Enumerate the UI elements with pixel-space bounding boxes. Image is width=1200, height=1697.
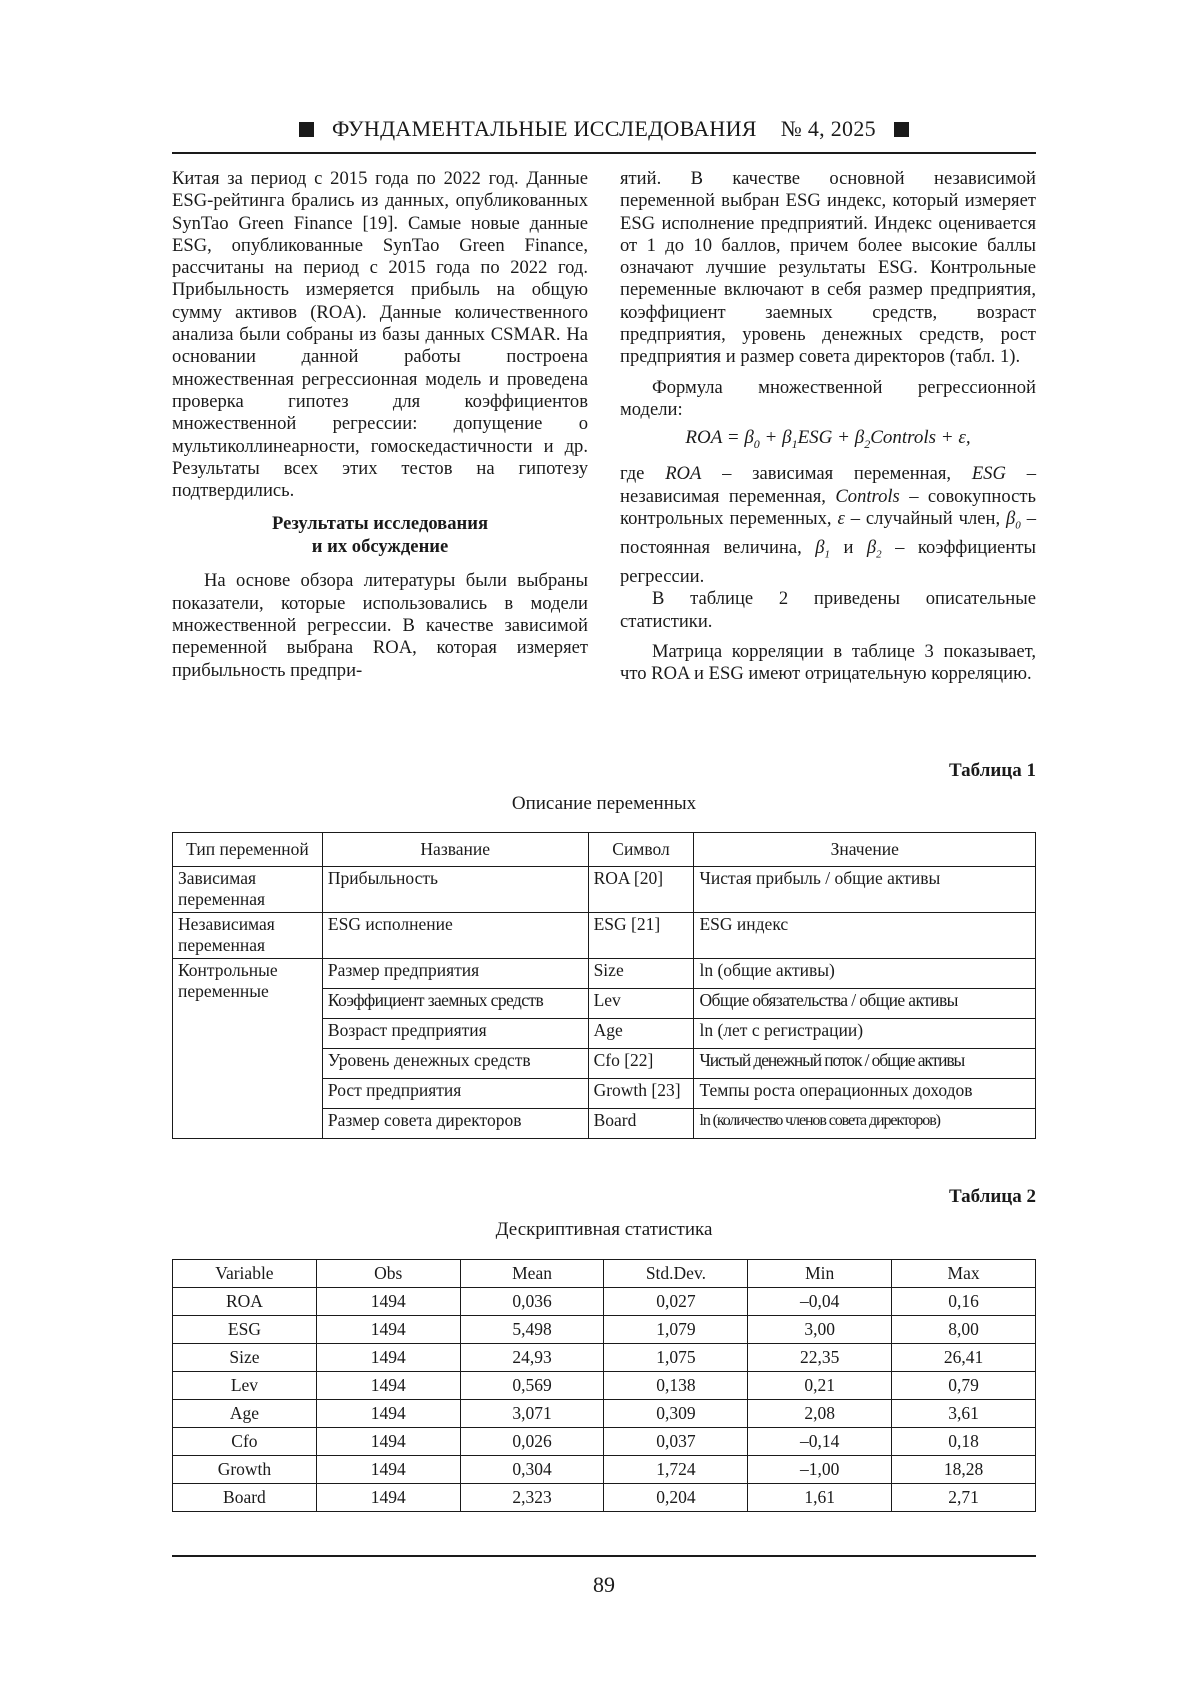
table-cell: 1494 (316, 1428, 460, 1456)
table-header-cell: Тип переменной (173, 833, 323, 867)
table2-descriptive-stats (172, 1259, 1036, 1512)
table-cell: ESG исполнение (322, 913, 588, 959)
right-paragraph-5: Матрица корреляции в таблице 3 показывает, что ROA и ESG имеют отрицательную корреляцию. (620, 640, 1036, 685)
table-header-cell: Символ (588, 833, 694, 867)
table-cell: ln (общие активы) (694, 959, 1036, 989)
table-cell: Growth (173, 1456, 317, 1484)
table-cell: Рост предприятия (322, 1079, 588, 1109)
table-cell: –1,00 (748, 1456, 892, 1484)
table-cell: 3,071 (460, 1400, 604, 1428)
table-cell: Growth [23] (588, 1079, 694, 1109)
right-column (620, 168, 1036, 685)
table-cell: Контрольные переменные (173, 959, 323, 1139)
table-cell: 1,075 (604, 1344, 748, 1372)
table-cell: 26,41 (892, 1344, 1036, 1372)
table-header-cell: Название (322, 833, 588, 867)
table1-caption: Описание переменных (511, 793, 697, 814)
regression-formula: ROA = $\beta_0 + \beta_1ESG$ + $\beta_2Controls + \varepsilon$, (685, 427, 971, 452)
table2-caption: Дескриптивная статистика (495, 1219, 713, 1240)
table-cell: 1494 (316, 1316, 460, 1344)
table-cell: 0,027 (604, 1288, 748, 1316)
table-cell: 5,498 (460, 1316, 604, 1344)
table-header-row (173, 1260, 1036, 1288)
table-cell: Size (588, 959, 694, 989)
table-row (173, 1428, 1036, 1456)
table-cell: 0,18 (892, 1428, 1036, 1456)
footer-rule (172, 1555, 1036, 1557)
square-bullet-icon (894, 122, 909, 137)
table-cell: Уровень денежных средств (322, 1049, 588, 1079)
section-title-line-2: и их обсуждение (311, 536, 449, 558)
table-cell: ESG [21] (588, 913, 694, 959)
table-row (173, 1400, 1036, 1428)
table-cell: Board (588, 1109, 694, 1139)
table-cell: 0,304 (460, 1456, 604, 1484)
table-header-cell: Значение (694, 833, 1036, 867)
table-row (173, 1316, 1036, 1344)
table-cell: 3,61 (892, 1400, 1036, 1428)
table-cell: Размер предприятия (322, 959, 588, 989)
table-cell: 0,138 (604, 1372, 748, 1400)
table-cell: 18,28 (892, 1456, 1036, 1484)
table-row (173, 1288, 1036, 1316)
table-cell: 1,724 (604, 1456, 748, 1484)
table-row (173, 1484, 1036, 1512)
table-cell: 0,569 (460, 1372, 604, 1400)
table-cell: 1494 (316, 1456, 460, 1484)
table-cell: 1494 (316, 1288, 460, 1316)
journal-title: ФУНДАМЕНТАЛЬНЫЕ ИССЛЕДОВАНИЯ (332, 116, 757, 141)
right-paragraph-3: где ROA – зависимая переменная, ESG – независимая переменная, Controls – совокупность контрольных переменных, ε – случайный член, $\beta_0$ – постоянная величина, $\beta_1$ и $\beta_2$ – коэффициенты регрессии. (620, 463, 1036, 587)
table-cell: –0,04 (748, 1288, 892, 1316)
table-header-cell: Min (748, 1260, 892, 1288)
table-cell: Age (588, 1019, 694, 1049)
table-cell: 2,08 (748, 1400, 892, 1428)
table-header-cell: Obs (316, 1260, 460, 1288)
table-row (173, 1456, 1036, 1484)
table-cell: 0,79 (892, 1372, 1036, 1400)
table-cell: Age (173, 1400, 317, 1428)
header-rule (172, 152, 1036, 154)
table-cell: 22,35 (748, 1344, 892, 1372)
table-cell: 3,00 (748, 1316, 892, 1344)
table-cell: ROA (173, 1288, 317, 1316)
table-cell: Cfo [22] (588, 1049, 694, 1079)
table-cell: 1,079 (604, 1316, 748, 1344)
table-cell: Темпы роста операционных доходов (694, 1079, 1036, 1109)
table-cell: 1494 (316, 1372, 460, 1400)
table-row (173, 959, 1036, 989)
table-header-cell: Max (892, 1260, 1036, 1288)
table-cell: 0,21 (748, 1372, 892, 1400)
table-cell: –0,14 (748, 1428, 892, 1456)
table-header-cell: Std.Dev. (604, 1260, 748, 1288)
table-cell: 0,16 (892, 1288, 1036, 1316)
table-cell: Чистая прибыль / общие активы (694, 867, 1036, 913)
table-cell: 1,61 (748, 1484, 892, 1512)
running-header (172, 112, 1036, 146)
table-cell: ESG (173, 1316, 317, 1344)
table-row (173, 1344, 1036, 1372)
table-header-cell: Variable (173, 1260, 317, 1288)
table-cell: 2,323 (460, 1484, 604, 1512)
square-bullet-icon (299, 122, 314, 137)
table-row (173, 913, 1036, 959)
section-title-line-1: Результаты исследования (271, 513, 489, 535)
table-cell: ln (лет с регистрации) (694, 1019, 1036, 1049)
table-cell: 0,037 (604, 1428, 748, 1456)
table-cell: Cfo (173, 1428, 317, 1456)
table-cell: 1494 (316, 1400, 460, 1428)
table-cell: 1494 (316, 1344, 460, 1372)
page-number: 89 (593, 1572, 615, 1597)
table-cell: ESG индекс (694, 913, 1036, 959)
table-cell: Size (173, 1344, 317, 1372)
table-cell: 1494 (316, 1484, 460, 1512)
table-cell: Lev (173, 1372, 317, 1400)
table-cell: ln (количество членов совета директоров) (694, 1109, 1036, 1139)
table-cell: Чистый денежный поток / общие активы (694, 1049, 1036, 1079)
table-cell: Board (173, 1484, 317, 1512)
table-cell: Общие обязательства / общие активы (694, 989, 1036, 1019)
table1-label: Таблица 1 (948, 760, 1036, 781)
right-paragraph-1: ятий. В качестве основной независимой переменной выбран ESG индекс, который измеряет ESG исполнение предприятий. Индекс оценивается от 1 до 10 баллов, причем более высокие баллы означают лучшие результаты ESG. Контрольные переменные включают в себя размер предприятия, коэффициент заемных средств, возраст предприятия, уровень денежных средств, рост предприятия и размер совета директоров (табл. 1). (620, 168, 1036, 368)
table2-label: Таблица 2 (948, 1186, 1036, 1207)
table-cell: Размер совета директоров (322, 1109, 588, 1139)
table-cell: ROA [20] (588, 867, 694, 913)
journal-issue: № 4, 2025 (780, 116, 876, 141)
table-cell: 8,00 (892, 1316, 1036, 1344)
left-paragraph-2: На основе обзора литературы были выбраны показатели, которые использовались в модели множественной регрессии. В качестве зависимой переменной выбрана ROA, которая измеряет прибыльность предпри- (172, 570, 588, 681)
table-cell: Прибыльность (322, 867, 588, 913)
table-row (173, 1372, 1036, 1400)
section-title (172, 512, 588, 558)
table-cell: Коэффициент заемных средств (322, 989, 588, 1019)
table-header-row (173, 833, 1036, 867)
table-cell: Возраст предприятия (322, 1019, 588, 1049)
left-column (172, 168, 588, 682)
table-cell: Независимая переменная (173, 913, 323, 959)
table-row (173, 867, 1036, 913)
table-cell: Lev (588, 989, 694, 1019)
table-cell: 2,71 (892, 1484, 1036, 1512)
table-cell: 24,93 (460, 1344, 604, 1372)
right-paragraph-2: Формула множественной регрессионной модели: (620, 376, 1036, 420)
table-cell: 0,036 (460, 1288, 604, 1316)
right-paragraph-4: В таблице 2 приведены описательные статистики. (620, 588, 1036, 632)
table-cell: 0,204 (604, 1484, 748, 1512)
table-cell: Зависимая переменная (173, 867, 323, 913)
left-paragraph-1: Китая за период с 2015 года по 2022 год. Данные ESG-рейтинга брались из данных, опубликованных SynTao Green Finance [19]. Самые новые данные ESG, опубликованные SynTao Green Finance, рассчитаны на период с 2015 года по 2022 год. Прибыльность измеряется прибыль на общую сумму активов (ROA). Данные количественного анализа были собраны из базы данных CSMAR. На основании данной работы построена множественная регрессионная модель и проведена проверка гипотез для коэффициентов множественной регрессии: допущение о мультиколлинеарности, гомоскедастичности и др. Результаты всех этих тестов на гипотезу подтвердились. (172, 168, 588, 502)
table-header-cell: Mean (460, 1260, 604, 1288)
table-cell: 0,309 (604, 1400, 748, 1428)
table-cell: 0,026 (460, 1428, 604, 1456)
table1-variables (172, 832, 1036, 1139)
